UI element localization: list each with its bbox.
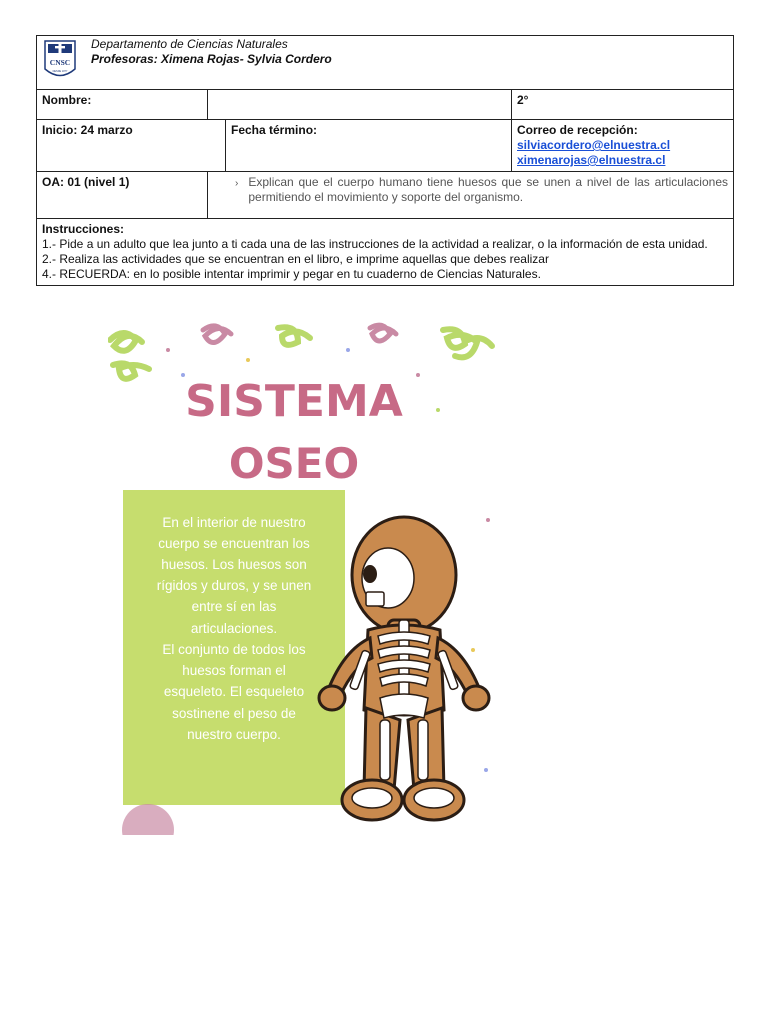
info-line-11: nuestro cuerpo. — [187, 727, 281, 742]
logo-year: DESDE 1877 — [52, 70, 68, 73]
oa-description: Explican que el cuerpo humano tiene huesos que se unen a nivel de las articulaciones permitiendo el movimiento y soporte del organismo. — [248, 175, 728, 204]
email-link-ximena[interactable]: ximenarojas@elnuestra.cl — [517, 153, 666, 167]
oa-label-cell: OA: 01 (nivel 1) — [37, 172, 208, 219]
info-line-6: articulaciones. — [190, 621, 278, 636]
confetti-decoration — [110, 325, 492, 379]
info-line-9: esqueleto. El esqueleto — [163, 684, 305, 699]
info-line-3: huesos. Los huesos son — [161, 557, 307, 572]
oa-text-cell — [208, 172, 734, 219]
email-cell — [512, 120, 734, 172]
poster-title-sistema: SISTEMA — [185, 376, 403, 427]
email-label: Correo de recepción: — [517, 123, 638, 137]
worksheet-header-table — [36, 35, 734, 286]
logo-text: CNSC — [49, 58, 71, 67]
end-date-cell: Fecha término: — [226, 120, 512, 172]
info-line-7: El conjunto de todos los — [162, 642, 306, 657]
poster-illustration — [108, 320, 497, 835]
start-date-cell: Inicio: 24 marzo — [37, 120, 226, 172]
name-label-cell: Nombre: — [37, 90, 208, 120]
teachers-line: Profesoras: Ximena Rojas- Sylvia Cordero — [91, 52, 332, 66]
info-line-1: En el interior de nuestro — [162, 515, 306, 530]
grade-cell: 2° — [512, 90, 734, 120]
instructions-cell — [37, 219, 734, 286]
bullet-icon: › — [235, 178, 239, 189]
department-name: Departamento de Ciencias Naturales — [91, 37, 288, 51]
info-line-2: cuerpo se encuentran los — [158, 536, 310, 551]
email-link-silvia[interactable]: silviacordero@elnuestra.cl — [517, 138, 671, 152]
corner-decoration — [122, 804, 174, 835]
info-line-4: rígidos y duros, y se unen — [156, 578, 312, 593]
instructions-title: Instrucciones: — [42, 222, 125, 236]
instruction-item-3: 4.- RECUERDA: en lo posible intentar imprimir y pegar en tu cuaderno de Ciencias Naturales. — [42, 267, 541, 281]
info-line-8: huesos forman el — [182, 663, 286, 678]
info-line-5: entre sí en las — [191, 599, 277, 614]
header-cell — [37, 36, 734, 90]
name-value-cell[interactable] — [208, 90, 512, 120]
instruction-item-1: 1.- Pide a un adulto que lea junto a ti cada una de las instrucciones de la actividad a realizar, o la información de esta unidad. — [42, 237, 708, 251]
school-crest-icon — [43, 39, 77, 83]
poster-title-oseo: OSEO — [228, 439, 360, 488]
skeleton-poster — [108, 320, 497, 835]
instruction-item-2: 2.- Realiza las actividades que se encuentran en el libro, e imprime aquellas que debes realizar — [42, 252, 549, 266]
info-line-10: sostinene el peso de — [172, 706, 296, 721]
